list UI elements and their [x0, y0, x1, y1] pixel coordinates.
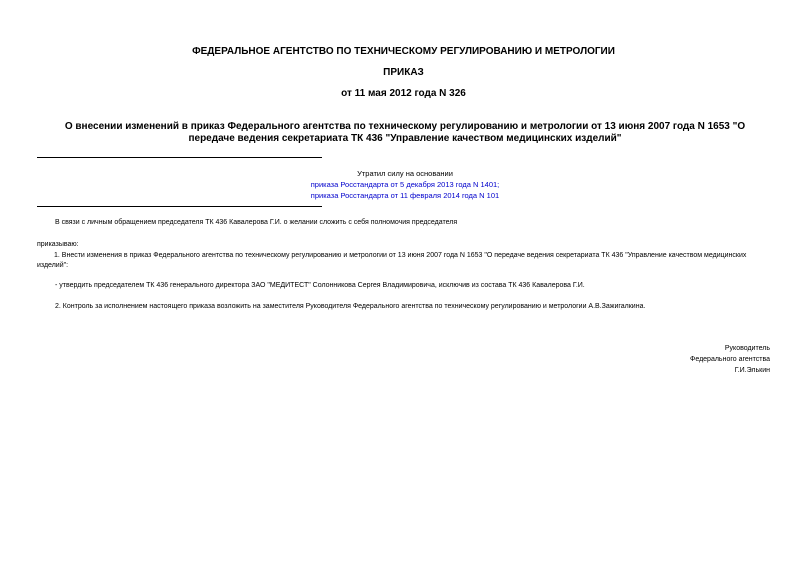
body-paragraph-5: 2. Контроль за исполнением настоящего приказа возложить на заместителя Руководителя Федерального агентства по техническому регулированию и метрологии А.В.Зажигалкина.: [55, 303, 646, 310]
signature-position-1: Руководитель: [724, 345, 770, 352]
body-paragraph-4: - утвердить председателем ТК 436 генерального директора ЗАО "МЕДИТЕСТ" Солонникова Сергея Владимировича, исключив из состава ТК 436 Кавалерова Г.И.: [55, 282, 585, 289]
body-paragraph-3: 1. Внести изменения в приказ Федерального агентства по техническому регулированию и метрологии от 13 июня 2007 года N 1653 "О передаче ведения секретариата ТК 436 "Управление качеством медицинских изделий":: [37, 252, 747, 269]
signature-position-2: Федерального агентства: [690, 356, 770, 363]
document-title: О внесении изменений в приказ Федерального агентства по техническому регулированию и метрологии от 13 июня 2007 года N 1653 "О передаче ведения секретариата ТК 436 "Управление качеством медицинских изделий": [64, 121, 746, 144]
doc-type-heading: ПРИКАЗ: [383, 67, 424, 78]
status-link-1401[interactable]: приказа Росстандарта от 5 декабря 2013 года N 1401;: [310, 180, 500, 189]
bottom-divider: [37, 206, 322, 207]
signature-name: Г.И.Элькин: [734, 367, 770, 374]
status-note-text: Утратил силу на основании: [357, 169, 453, 178]
status-link-101[interactable]: приказа Росстандарта от 11 февраля 2014 года N 101: [310, 191, 500, 200]
body-paragraph-1: В связи с личным обращением председателя ТК 436 Кавалерова Г.И. о желании сложить с себя полномочия председателя: [55, 219, 458, 226]
agency-heading: ФЕДЕРАЛЬНОЕ АГЕНТСТВО ПО ТЕХНИЧЕСКОМУ РЕГУЛИРОВАНИЮ И МЕТРОЛОГИИ: [192, 46, 615, 57]
body-paragraph-2: приказываю:: [37, 241, 79, 248]
date-number-heading: от 11 мая 2012 года N 326: [341, 88, 466, 99]
top-divider: [37, 157, 322, 158]
